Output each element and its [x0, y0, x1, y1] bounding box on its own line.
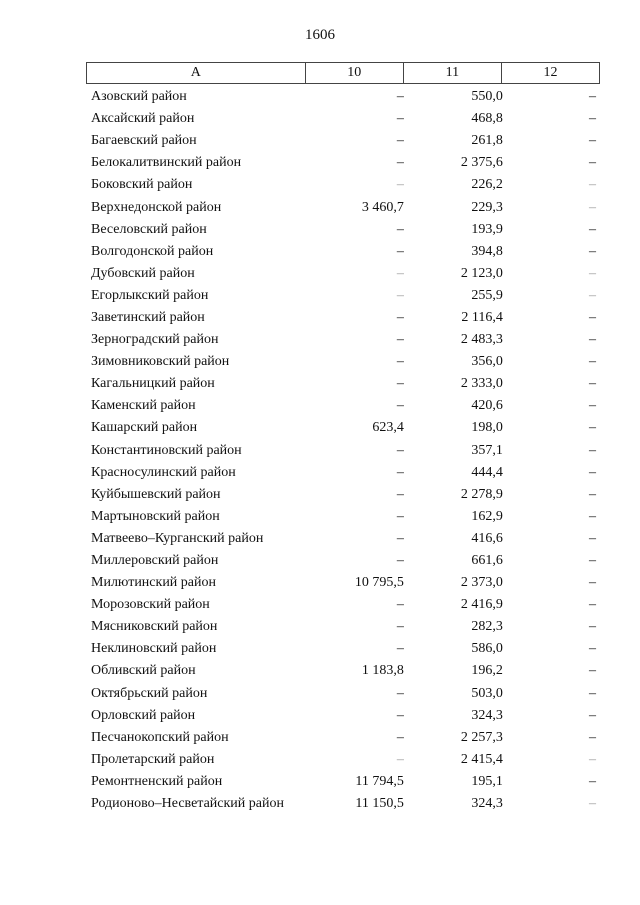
district-name: Родионово–Несветайский район — [91, 796, 284, 812]
district-name: Мясниковский район — [91, 619, 218, 635]
column-10-value: – — [396, 707, 404, 723]
column-10-value: – — [396, 729, 404, 745]
district-name: Зерноградский район — [91, 332, 219, 348]
table-row — [86, 484, 600, 506]
column-11-value: 444,4 — [471, 464, 503, 480]
column-10-value: – — [396, 133, 404, 149]
column-12-value: – — [589, 199, 597, 215]
table-row — [86, 395, 600, 417]
column-11-value: 2 483,3 — [460, 332, 503, 348]
district-name: Зимовниковский район — [91, 354, 230, 370]
page-number: 1606 — [305, 27, 335, 43]
column-12-value: – — [589, 729, 597, 745]
column-12-value: – — [589, 155, 597, 171]
column-11-value: 193,9 — [471, 221, 503, 237]
column-10-value: 623,4 — [372, 420, 404, 436]
column-10-value: – — [396, 354, 404, 370]
column-11-value: 198,0 — [471, 420, 503, 436]
district-name: Пролетарский район — [91, 751, 215, 767]
table-row — [86, 86, 600, 108]
table-row — [86, 285, 600, 307]
column-11-value: 162,9 — [471, 508, 503, 524]
district-name: Дубовский район — [91, 265, 195, 281]
district-name: Веселовский район — [91, 221, 207, 237]
table-row — [86, 263, 600, 285]
column-12-value: – — [589, 796, 597, 812]
column-10-value: 11 794,5 — [355, 773, 404, 789]
table-row — [86, 108, 600, 130]
column-10-value: – — [396, 553, 404, 569]
district-name: Белокалитвинский район — [91, 155, 242, 171]
column-12-value: – — [589, 133, 597, 149]
column-10-value: – — [396, 376, 404, 392]
column-12-value: – — [589, 508, 597, 524]
column-10-value: – — [396, 111, 404, 127]
table-header — [86, 62, 600, 84]
table-row — [86, 594, 600, 616]
table-row — [86, 771, 600, 793]
column-12-value: – — [589, 553, 597, 569]
column-12-value: – — [589, 597, 597, 613]
column-11-value: 255,9 — [471, 287, 503, 303]
district-name: Морозовский район — [91, 597, 210, 613]
column-11-value: 586,0 — [471, 641, 503, 657]
district-name: Верхнедонской район — [91, 199, 222, 215]
table-row — [86, 749, 600, 771]
district-name: Песчанокопский район — [91, 729, 229, 745]
table-row — [86, 241, 600, 263]
column-11-value: 2 333,0 — [460, 376, 503, 392]
column-12-value: – — [589, 177, 597, 193]
table-row — [86, 219, 600, 241]
column-12-value: – — [589, 398, 597, 414]
column-12-value: – — [589, 685, 597, 701]
column-12-value: – — [589, 619, 597, 635]
column-12-value: – — [589, 332, 597, 348]
column-10-value: – — [396, 287, 404, 303]
table-body — [86, 86, 600, 815]
column-10-value: – — [396, 486, 404, 502]
column-10-value: – — [396, 265, 404, 281]
column-10-value: – — [396, 530, 404, 546]
column-11-value: 357,1 — [471, 442, 503, 458]
column-12-value: – — [589, 575, 597, 591]
district-name: Аксайский район — [91, 111, 195, 127]
table-row — [86, 152, 600, 174]
column-10-value: – — [396, 398, 404, 414]
column-10-value: – — [396, 442, 404, 458]
table-row — [86, 638, 600, 660]
column-12-value: – — [589, 663, 597, 679]
column-12-value: – — [589, 376, 597, 392]
column-10-value: 11 150,5 — [355, 796, 404, 812]
column-12-value: – — [589, 464, 597, 480]
table-row — [86, 351, 600, 373]
column-10-value: – — [396, 89, 404, 105]
district-name: Кагальницкий район — [91, 376, 215, 392]
column-10-value: – — [396, 177, 404, 193]
column-11-value: 416,6 — [471, 530, 503, 546]
column-10-value: – — [396, 619, 404, 635]
column-12-value: – — [589, 111, 597, 127]
district-name: Багаевский район — [91, 133, 197, 149]
district-name: Орловский район — [91, 707, 196, 723]
district-name: Мартыновский район — [91, 508, 220, 524]
district-name: Неклиновский район — [91, 641, 217, 657]
table-row — [86, 130, 600, 152]
column-12-value: – — [589, 486, 597, 502]
column-10-value: – — [396, 332, 404, 348]
column-11-value: 229,3 — [471, 199, 503, 215]
column-10-value: 10 795,5 — [354, 575, 404, 591]
column-header-11: 11 — [403, 63, 501, 84]
table-row — [86, 196, 600, 218]
table-row — [86, 727, 600, 749]
column-12-value: – — [589, 89, 597, 105]
column-11-value: 550,0 — [471, 89, 503, 105]
column-11-value: 2 257,3 — [460, 729, 503, 745]
district-name: Ремонтненский район — [91, 773, 223, 789]
table-row — [86, 528, 600, 550]
column-11-value: 661,6 — [471, 553, 503, 569]
column-10-value: – — [396, 243, 404, 259]
district-name: Октябрьский район — [91, 685, 208, 701]
district-name: Куйбышевский район — [91, 486, 221, 502]
column-10-value: – — [396, 685, 404, 701]
table-row — [86, 307, 600, 329]
table-row — [86, 417, 600, 439]
column-10-value: – — [396, 597, 404, 613]
column-12-value: – — [589, 641, 597, 657]
column-header-12: 12 — [501, 63, 599, 84]
column-12-value: – — [589, 265, 597, 281]
column-11-value: 503,0 — [471, 685, 503, 701]
column-10-value: 3 460,7 — [361, 199, 404, 215]
district-name: Миллеровский район — [91, 553, 219, 569]
column-11-value: 2 116,4 — [461, 309, 503, 325]
column-11-value: 282,3 — [471, 619, 503, 635]
column-12-value: – — [589, 309, 597, 325]
table-row — [86, 572, 600, 594]
table-row — [86, 660, 600, 682]
district-name: Константиновский район — [91, 442, 242, 458]
column-10-value: – — [396, 155, 404, 171]
column-11-value: 468,8 — [471, 111, 503, 127]
column-12-value: – — [589, 751, 597, 767]
table-row — [86, 705, 600, 727]
table-row — [86, 174, 600, 196]
table-row — [86, 440, 600, 462]
column-12-value: – — [589, 287, 597, 303]
district-name: Кашарский район — [91, 420, 198, 436]
column-12-value: – — [589, 707, 597, 723]
column-12-value: – — [589, 354, 597, 370]
column-11-value: 2 375,6 — [460, 155, 503, 171]
column-10-value: – — [396, 641, 404, 657]
column-11-value: 324,3 — [471, 707, 503, 723]
column-10-value: – — [396, 508, 404, 524]
table-row — [86, 373, 600, 395]
table-row — [86, 793, 600, 815]
column-12-value: – — [589, 530, 597, 546]
table-row — [86, 683, 600, 705]
table-row — [86, 616, 600, 638]
district-name: Обливский район — [91, 663, 196, 679]
district-name: Волгодонской район — [91, 243, 214, 259]
column-12-value: – — [589, 221, 597, 237]
column-11-value: 356,0 — [471, 354, 503, 370]
table-row — [86, 550, 600, 572]
column-12-value: – — [589, 773, 597, 789]
district-name: Красносулинский район — [91, 464, 236, 480]
district-name: Азовский район — [91, 89, 187, 105]
district-name: Матвеево–Курганский район — [91, 530, 264, 546]
column-11-value: 324,3 — [471, 796, 503, 812]
column-11-value: 2 123,0 — [460, 265, 503, 281]
column-11-value: 2 416,9 — [460, 597, 503, 613]
column-11-value: 2 415,4 — [460, 751, 503, 767]
district-name: Каменский район — [91, 398, 196, 414]
column-11-value: 2 278,9 — [460, 486, 503, 502]
column-10-value: – — [396, 221, 404, 237]
district-name: Егорлыкский район — [91, 287, 209, 303]
column-12-value: – — [589, 243, 597, 259]
column-10-value: – — [396, 309, 404, 325]
column-11-value: 196,2 — [471, 663, 503, 679]
column-10-value: – — [396, 464, 404, 480]
column-11-value: 2 373,0 — [460, 575, 503, 591]
column-header-a: А — [87, 63, 306, 84]
column-10-value: – — [396, 751, 404, 767]
district-name: Заветинский район — [91, 309, 205, 325]
column-11-value: 261,8 — [471, 133, 503, 149]
table-row — [86, 329, 600, 351]
column-11-value: 195,1 — [471, 773, 503, 789]
column-12-value: – — [589, 420, 597, 436]
column-10-value: 1 183,8 — [361, 663, 404, 679]
column-12-value: – — [589, 442, 597, 458]
district-name: Милютинский район — [91, 575, 217, 591]
district-name: Боковский район — [91, 177, 193, 193]
column-11-value: 394,8 — [471, 243, 503, 259]
table-row — [86, 506, 600, 528]
column-11-value: 420,6 — [471, 398, 503, 414]
table-row — [86, 462, 600, 484]
column-header-10: 10 — [305, 63, 403, 84]
column-11-value: 226,2 — [471, 177, 503, 193]
